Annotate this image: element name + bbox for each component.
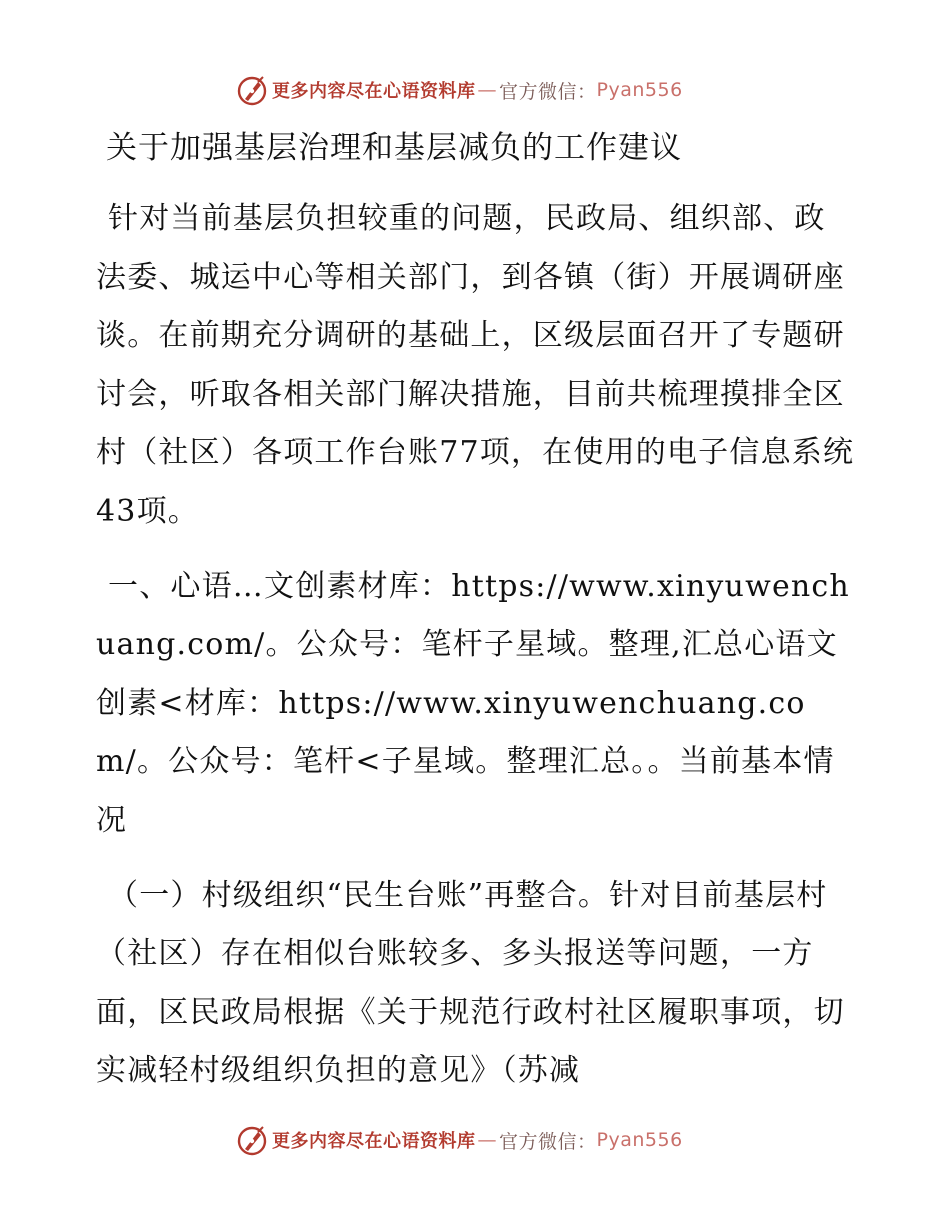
watermark-brand-text: 更多内容尽在心语资料库 xyxy=(272,1131,476,1152)
watermark-wechat-label: 官方微信： xyxy=(499,80,597,103)
quill-logo-icon xyxy=(236,74,268,106)
watermark-wechat-label: 官方微信： xyxy=(499,1130,597,1153)
watermark-wechat-id: Pyan556 xyxy=(596,1129,683,1151)
watermark-footer xyxy=(236,1122,756,1158)
paragraph-intro: 针对当前基层负担较重的问题，民政局、组织部、政法委、城运中心等相关部门，到各镇（街）开展调研座谈。在前期充分调研的基础上，区级层面召开了专题研讨会，听取各相关部门解决措施，目前共梳理摸排全区村（社区）各项工作台账77项，在使用的电子信息系统43项。 xyxy=(96,201,855,529)
watermark-dash: — xyxy=(477,79,497,101)
watermark-wechat-id: Pyan556 xyxy=(596,79,683,101)
watermark-dash: — xyxy=(477,1129,497,1151)
paragraph-subsection-one: （一）村级组织“民生台账”再整合。针对目前基层村（社区）存在相似台账较多、多头报送等问题，一方面，区民政局根据《关于规范行政村社区履职事项，切实减轻村级组织负担的意见》（苏减 xyxy=(96,877,845,1089)
document-title: 关于加强基层治理和基层减负的工作建议 xyxy=(106,130,682,166)
watermark-brand-text: 更多内容尽在心语资料库 xyxy=(272,81,476,102)
paragraph-section-one: 一、心语…文创素材库：https://www.xinyuwenchuang.com/。公众号：笔杆子星域。整理,汇总心语文创素<材库：https://www.xinyuwenchuang.com/。公众号：笔杆<子星域。整理汇总。。当前基本情况 xyxy=(96,568,850,838)
quill-logo-icon xyxy=(236,1124,268,1156)
document-body xyxy=(96,122,856,1117)
watermark-header xyxy=(236,72,756,108)
